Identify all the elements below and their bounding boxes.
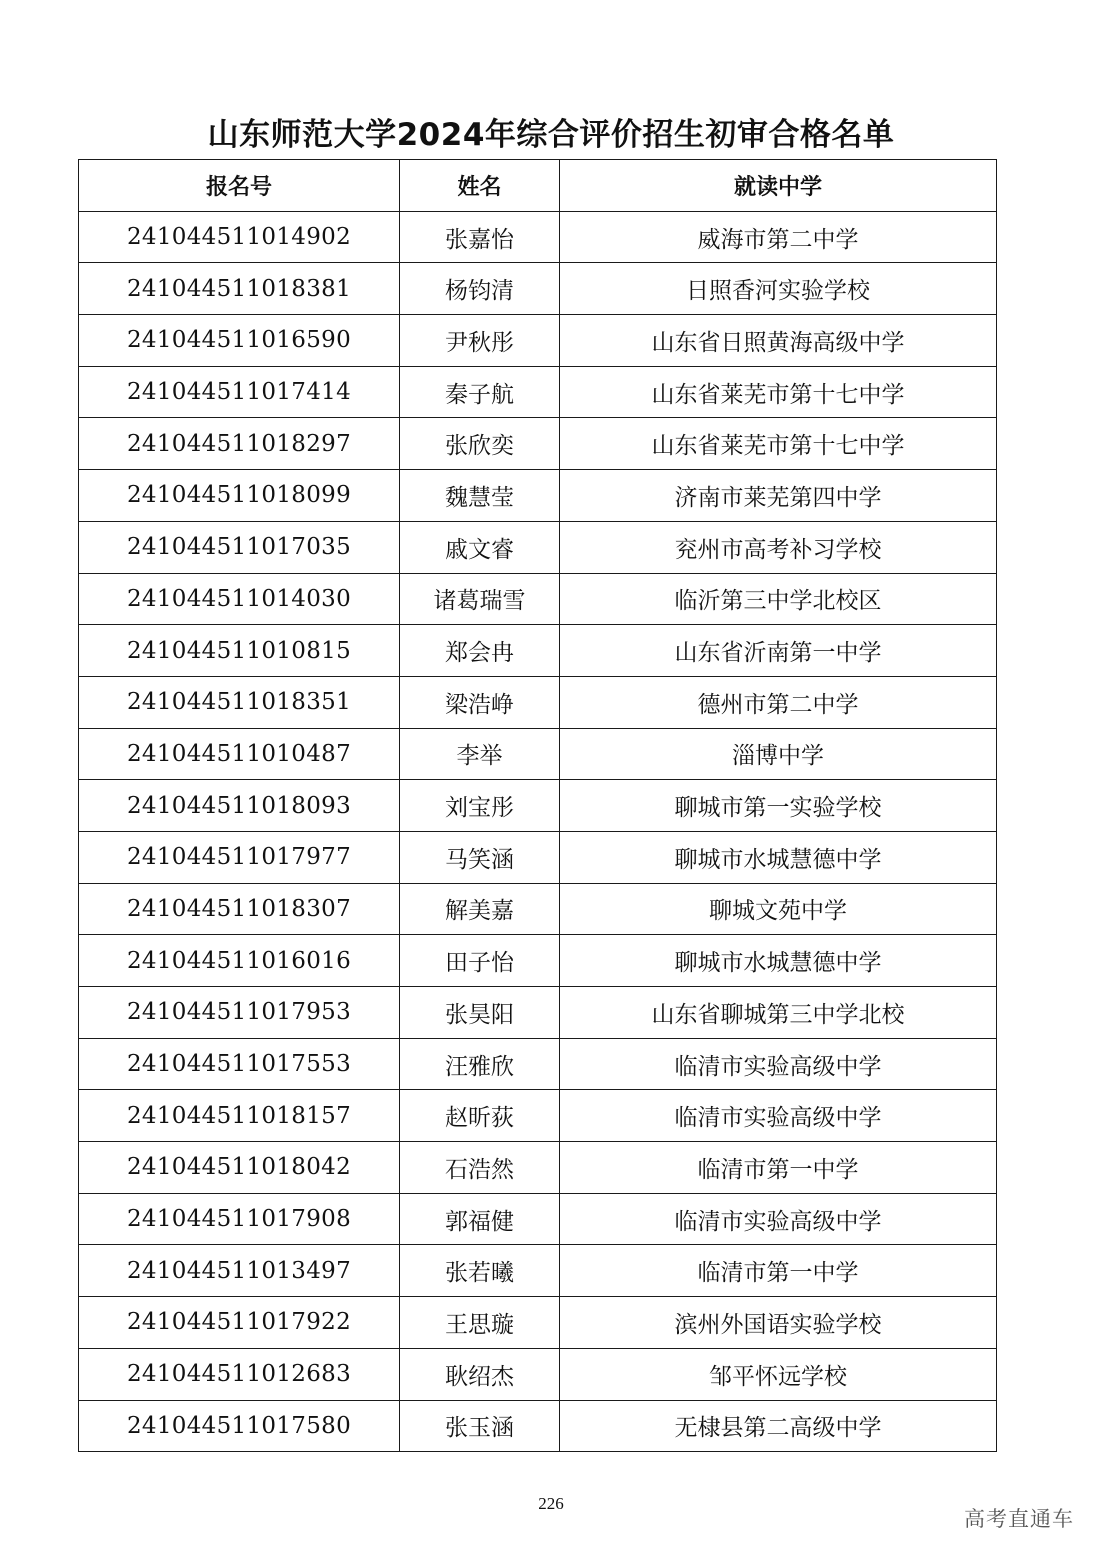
registration-number-cell: 241044511017553 — [79, 1038, 400, 1090]
student-name-cell: 解美嘉 — [400, 883, 560, 935]
registration-number-cell: 241044511018307 — [79, 883, 400, 935]
registration-number-cell: 241044511018099 — [79, 470, 400, 522]
school-name-cell: 临清市实验高级中学 — [560, 1090, 997, 1142]
student-name-cell: 张欣奕 — [400, 418, 560, 470]
table-row — [79, 470, 997, 522]
header-school: 就读中学 — [560, 160, 997, 212]
school-name-cell: 临沂第三中学北校区 — [560, 573, 997, 625]
table-row — [79, 1142, 997, 1194]
table-body — [79, 211, 997, 1452]
school-name-cell: 日照香河实验学校 — [560, 263, 997, 315]
table-row — [79, 987, 997, 1039]
student-name-cell: 田子怡 — [400, 935, 560, 987]
table-row — [79, 1245, 997, 1297]
table-row — [79, 263, 997, 315]
registration-number-cell: 241044511010815 — [79, 625, 400, 677]
school-name-cell: 山东省聊城第三中学北校 — [560, 987, 997, 1039]
student-name-cell: 张若曦 — [400, 1245, 560, 1297]
table-row — [79, 1297, 997, 1349]
school-name-cell: 山东省莱芜市第十七中学 — [560, 418, 997, 470]
school-name-cell: 聊城市第一实验学校 — [560, 780, 997, 832]
header-name: 姓名 — [400, 160, 560, 212]
registration-number-cell: 241044511014030 — [79, 573, 400, 625]
registration-number-cell: 241044511016590 — [79, 315, 400, 367]
page-number: 226 — [538, 1494, 564, 1513]
table-row — [79, 1090, 997, 1142]
registration-number-cell: 241044511017035 — [79, 521, 400, 573]
registration-number-cell: 241044511017908 — [79, 1193, 400, 1245]
table-row — [79, 883, 997, 935]
registration-number-cell: 241044511014902 — [79, 211, 400, 263]
school-name-cell: 山东省莱芜市第十七中学 — [560, 366, 997, 418]
table-row — [79, 1038, 997, 1090]
registration-number-cell: 241044511010487 — [79, 728, 400, 780]
registration-number-cell: 241044511017922 — [79, 1297, 400, 1349]
registration-number-cell: 241044511016016 — [79, 935, 400, 987]
school-name-cell: 临清市实验高级中学 — [560, 1193, 997, 1245]
header-registration-number: 报名号 — [79, 160, 400, 212]
student-name-cell: 马笑涵 — [400, 831, 560, 883]
student-name-cell: 郭福健 — [400, 1193, 560, 1245]
student-name-cell: 梁浩峥 — [400, 676, 560, 728]
student-name-cell: 秦子航 — [400, 366, 560, 418]
registration-number-cell: 241044511018042 — [79, 1142, 400, 1194]
registration-number-cell: 241044511012683 — [79, 1348, 400, 1400]
table-header-row — [79, 160, 997, 212]
student-name-cell: 魏慧莹 — [400, 470, 560, 522]
table-row — [79, 573, 997, 625]
registration-number-cell: 241044511017977 — [79, 831, 400, 883]
student-name-cell: 王思璇 — [400, 1297, 560, 1349]
school-name-cell: 德州市第二中学 — [560, 676, 997, 728]
school-name-cell: 山东省沂南第一中学 — [560, 625, 997, 677]
table-row — [79, 315, 997, 367]
student-name-cell: 汪雅欣 — [400, 1038, 560, 1090]
school-name-cell: 聊城市水城慧德中学 — [560, 935, 997, 987]
table-row — [79, 935, 997, 987]
school-name-cell: 聊城文苑中学 — [560, 883, 997, 935]
school-name-cell: 兖州市高考补习学校 — [560, 521, 997, 573]
school-name-cell: 山东省日照黄海高级中学 — [560, 315, 997, 367]
table-row — [79, 625, 997, 677]
student-name-cell: 张嘉怡 — [400, 211, 560, 263]
table-row — [79, 521, 997, 573]
table-row — [79, 780, 997, 832]
school-name-cell: 临清市第一中学 — [560, 1245, 997, 1297]
table-row — [79, 1193, 997, 1245]
school-name-cell: 临清市实验高级中学 — [560, 1038, 997, 1090]
table-row — [79, 831, 997, 883]
student-name-cell: 杨钧清 — [400, 263, 560, 315]
table-row — [79, 366, 997, 418]
school-name-cell: 淄博中学 — [560, 728, 997, 780]
registration-number-cell: 241044511018297 — [79, 418, 400, 470]
school-name-cell: 邹平怀远学校 — [560, 1348, 997, 1400]
student-name-cell: 赵昕荻 — [400, 1090, 560, 1142]
registration-number-cell: 241044511018093 — [79, 780, 400, 832]
registration-number-cell: 241044511018351 — [79, 676, 400, 728]
school-name-cell: 滨州外国语实验学校 — [560, 1297, 997, 1349]
school-name-cell: 临清市第一中学 — [560, 1142, 997, 1194]
student-name-cell: 张玉涵 — [400, 1400, 560, 1452]
table-row — [79, 418, 997, 470]
table-row — [79, 1400, 997, 1452]
student-name-cell: 尹秋彤 — [400, 315, 560, 367]
table-row — [79, 1348, 997, 1400]
watermark-text: 高考直通车 — [964, 1507, 1074, 1531]
document-title: 山东师范大学2024年综合评价招生初审合格名单 — [207, 117, 895, 153]
registration-number-cell: 241044511018157 — [79, 1090, 400, 1142]
student-name-cell: 石浩然 — [400, 1142, 560, 1194]
student-name-cell: 郑会冉 — [400, 625, 560, 677]
admission-list-table — [78, 159, 997, 1452]
student-name-cell: 刘宝彤 — [400, 780, 560, 832]
school-name-cell: 聊城市水城慧德中学 — [560, 831, 997, 883]
registration-number-cell: 241044511013497 — [79, 1245, 400, 1297]
table-row — [79, 211, 997, 263]
school-name-cell: 济南市莱芜第四中学 — [560, 470, 997, 522]
table-row — [79, 676, 997, 728]
student-name-cell: 李举 — [400, 728, 560, 780]
school-name-cell: 威海市第二中学 — [560, 211, 997, 263]
school-name-cell: 无棣县第二高级中学 — [560, 1400, 997, 1452]
student-name-cell: 诸葛瑞雪 — [400, 573, 560, 625]
registration-number-cell: 241044511018381 — [79, 263, 400, 315]
registration-number-cell: 241044511017953 — [79, 987, 400, 1039]
registration-number-cell: 241044511017414 — [79, 366, 400, 418]
student-name-cell: 张昊阳 — [400, 987, 560, 1039]
table-row — [79, 728, 997, 780]
registration-number-cell: 241044511017580 — [79, 1400, 400, 1452]
student-name-cell: 耿绍杰 — [400, 1348, 560, 1400]
student-name-cell: 戚文睿 — [400, 521, 560, 573]
